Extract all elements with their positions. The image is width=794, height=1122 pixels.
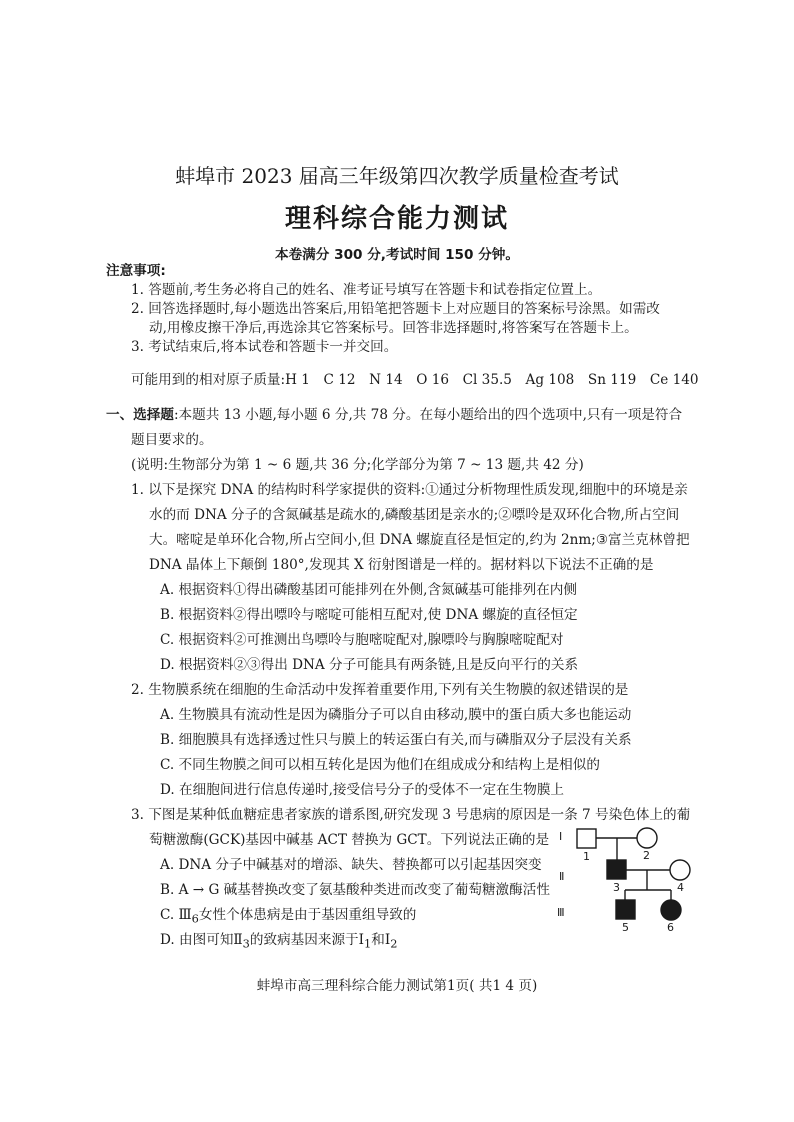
q3-stem-line-2: 萄糖激酶(GCK)基因中碱基 ACT 替换为 GCT。下列说法正确的是	[149, 832, 550, 848]
q2-option-a: A. 生物膜具有流动性是因为磷脂分子可以自由移动,膜中的蛋白质大多也能运动	[160, 707, 632, 723]
individual-4-female	[670, 860, 690, 880]
q2-stem: 2. 生物膜系统在细胞的生命活动中发挥着重要作用,下列有关生物膜的叙述错误的是	[131, 682, 629, 698]
section1-note: (说明:生物部分为第 1 ~ 6 题,共 36 分;化学部分为第 7 ~ 13 题,共 42 分)	[131, 457, 584, 473]
q1-option-b: B. 根据资料②得出嘌呤与嘧啶可能相互配对,使 DNA 螺旋的直径恒定	[160, 607, 578, 623]
section1-intro	[106, 407, 682, 423]
individual-label-4: 4	[677, 881, 684, 894]
notice-item-2: 2. 回答选择题时,每小题选出答案后,用铅笔把答题卡上对应题目的答案标号涂黑。如需改	[131, 301, 660, 317]
generation-label-i: Ⅰ	[559, 830, 563, 843]
q1-option-d: D. 根据资料②③得出 DNA 分子可能具有两条链,且是反向平行的关系	[160, 657, 579, 673]
individual-label-3: 3	[613, 881, 620, 894]
q2-option-c: C. 不同生物膜之间可以相互转化是因为他们在组成成分和结构上是相似的	[160, 757, 600, 773]
q3-option-d-sub3: 2	[390, 936, 398, 951]
pedigree-diagram	[555, 820, 700, 940]
q3-option-d-and: 和Ⅰ	[371, 932, 391, 948]
notice-item-3: 3. 考试结束后,将本试卷和答题卡一并交回。	[131, 339, 398, 355]
score-info: 本卷满分 300 分,考试时间 150 分钟。	[275, 247, 519, 263]
individual-2-female	[637, 828, 657, 848]
subject-title: 理科综合能力测试	[284, 204, 509, 234]
section1-intro-cont: 题目要求的。	[131, 432, 213, 448]
q1-stem-line-3: 大。嘧啶是单环化合物,所占空间小,但 DNA 螺旋直径是恒定的,约为 2nm;③富兰克林曾把	[149, 532, 690, 548]
q1-option-c: C. 根据资料②可推测出鸟嘌呤与胞嘧啶配对,腺嘌呤与胸腺嘧啶配对	[160, 632, 564, 648]
notice-item-2-cont: 动,用橡皮擦干净后,再选涂其它答案标号。回答非选择题时,将答案写在答题卡上。	[149, 320, 638, 336]
q3-option-d-pre: D. 由图可知Ⅱ	[160, 932, 243, 948]
q2-option-d: D. 在细胞间进行信息传递时,接受信号分子的受体不一定在生物膜上	[160, 782, 565, 798]
generation-label-ii: Ⅱ	[559, 870, 565, 883]
q3-option-d-sub2: 1	[364, 936, 372, 951]
q3-option-d	[160, 932, 397, 951]
individual-5-affected-male	[616, 900, 635, 919]
generation-label-iii: Ⅲ	[557, 906, 565, 919]
q3-option-b: B. A → G 碱基替换改变了氨基酸种类进而改变了葡萄糖激酶活性	[160, 882, 550, 898]
individual-6-affected-female	[661, 900, 681, 920]
q2-option-b: B. 细胞膜具有选择透过性只与膜上的转运蛋白有关,而与磷脂双分子层没有关系	[160, 732, 632, 748]
q3-option-c-sub: 6	[191, 911, 199, 926]
q3-option-d-mid: 的致病基因来源于Ⅰ	[249, 932, 365, 948]
q3-option-c	[160, 907, 416, 926]
q3-stem-line-1: 3. 下图是某种低血糖症患者家族的谱系图,研究发现 3 号患病的原因是一条 7 号染色体上的葡	[131, 807, 691, 823]
q1-stem-line-4: DNA 晶体上下颠倒 180°,发现其 X 衍射图谱是一样的。据材料以下说法不正确的是	[149, 557, 654, 573]
q1-stem-line-2: 水的而 DNA 分子的含氮碱基是疏水的,磷酸基团是亲水的;②嘌呤是双环化合物,所占空间	[149, 507, 680, 523]
section1-intro-text: :本题共 13 小题,每小题 6 分,共 78 分。在每小题给出的四个选项中,只有一项是符合	[173, 407, 683, 423]
notice-heading: 注意事项:	[106, 263, 166, 279]
exam-title: 蚌埠市 2023 届高三年级第四次教学质量检查考试	[175, 164, 619, 188]
individual-label-1: 1	[583, 850, 590, 863]
notice-item-1: 1. 答题前,考生务必将自己的姓名、准考证号填写在答题卡和试卷指定位置上。	[131, 282, 602, 298]
q3-option-c-pre: C. Ⅲ	[160, 907, 192, 923]
q3-option-a: A. DNA 分子中碱基对的增添、缺失、替换都可以引起基因突变	[160, 857, 542, 873]
q3-option-c-post: 女性个体患病是由于基因重组导致的	[198, 907, 417, 923]
page-footer: 蚌埠市高三理科综合能力测试第1页( 共1 4 页)	[256, 978, 538, 994]
individual-label-5: 5	[622, 921, 629, 934]
individual-3-affected-male	[607, 860, 626, 879]
q1-option-a: A. 根据资料①得出磷酸基团可能排列在外侧,含氮碱基可能排列在内侧	[160, 582, 577, 598]
individual-1-male	[577, 829, 596, 848]
q1-stem-line-1: 1. 以下是探究 DNA 的结构时科学家提供的资料:①通过分析物理性质发现,细胞中的环境是亲	[131, 482, 688, 498]
section1-heading: 一、选择题	[106, 407, 174, 423]
q3-option-d-sub1: 3	[242, 936, 250, 951]
atomic-masses: 可能用到的相对原子质量:H 1 C 12 N 14 O 16 Cl 35.5 Ag 108 Sn 119 Ce 140	[131, 372, 699, 388]
individual-label-6: 6	[667, 921, 674, 934]
individual-label-2: 2	[643, 849, 650, 862]
